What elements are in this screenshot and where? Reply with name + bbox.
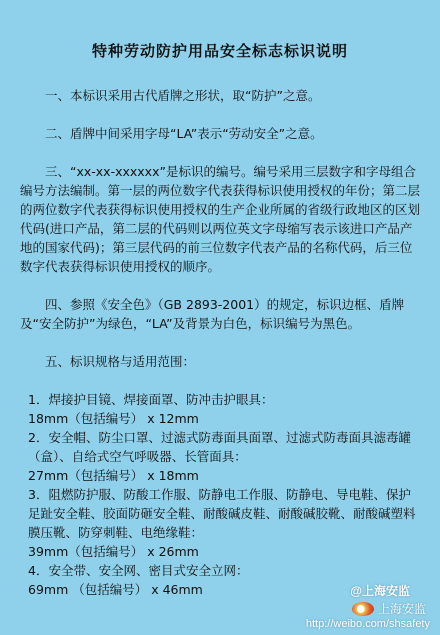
spec-size-1: 18mm（包括编号） x 12mm	[28, 411, 199, 426]
spec-item-4: 4．安全带、安全网、密目式安全立网：	[28, 563, 249, 578]
spec-size-3: 39mm（包括编号） x 26mm	[28, 544, 199, 559]
paragraph-2: 二、盾牌中间采用字母“LA”表示“劳动安全”之意。	[45, 126, 323, 141]
spec-item-1: 1．焊接护目镜、焊接面罩、防冲击护眼具：	[28, 392, 274, 407]
document-title: 特种劳动防护用品安全标志标识说明	[91, 42, 348, 60]
spec-size-4: 69mm （包括编号） x 46mm	[28, 582, 203, 597]
paragraph-5: 五、标识规格与适用范围：	[45, 354, 196, 369]
spec-size-2: 27mm（包括编号） x 18mm	[28, 468, 199, 483]
watermark-url: http://weibo.com/shsafety	[305, 618, 430, 630]
spec-item-2: 2．安全帽、防尘口罩、过滤式防毒面具面罩、过滤式防毒面具滤毒罐（盒）、自给式空气呼吸器、长管面具：	[28, 430, 411, 464]
watermark-logo-text: 上海安监	[377, 602, 426, 616]
paragraph-4: 四、参照《安全色》（GB 2893-2001）的规定，标识边框、盾牌及“安全防护”为绿色，“LA”及背景为白色，标识编号为黑色。	[20, 297, 405, 331]
paragraph-1: 一、本标识采用古代盾牌之形状，取“防护”之意。	[45, 88, 321, 103]
weibo-logo-icon	[352, 602, 374, 616]
paragraph-3: 三、“xx-xx-xxxxxx”是标识的编号。编号采用三层数字和字母组合编号方法编制。第一层的两位数字代表获得标识使用授权的年份；第二层的两位数字代表获得标识使用授权的生产企业所属的省级行政地区的区划代码(进口产品，第二层的代码则以两位英文字母缩写表示该进口产品产地的国家代码)；第三层代码的前三位数字代表产品的名称代码，后三位数字代表获得标识使用授权的顺序。	[20, 164, 421, 274]
document-body	[20, 86, 422, 599]
watermark-logo	[352, 600, 426, 617]
watermark-handle: @上海安监	[350, 584, 410, 598]
spec-item-3: 3．阻燃防护服、防酸工作服、防静电工作服、防静电、导电鞋、保护足趾安全鞋、胶面防砸安全鞋、耐酸碱皮鞋、耐酸碱胶靴、耐酸碱塑料膜压靴、防穿刺鞋、电绝缘鞋：	[28, 487, 416, 540]
